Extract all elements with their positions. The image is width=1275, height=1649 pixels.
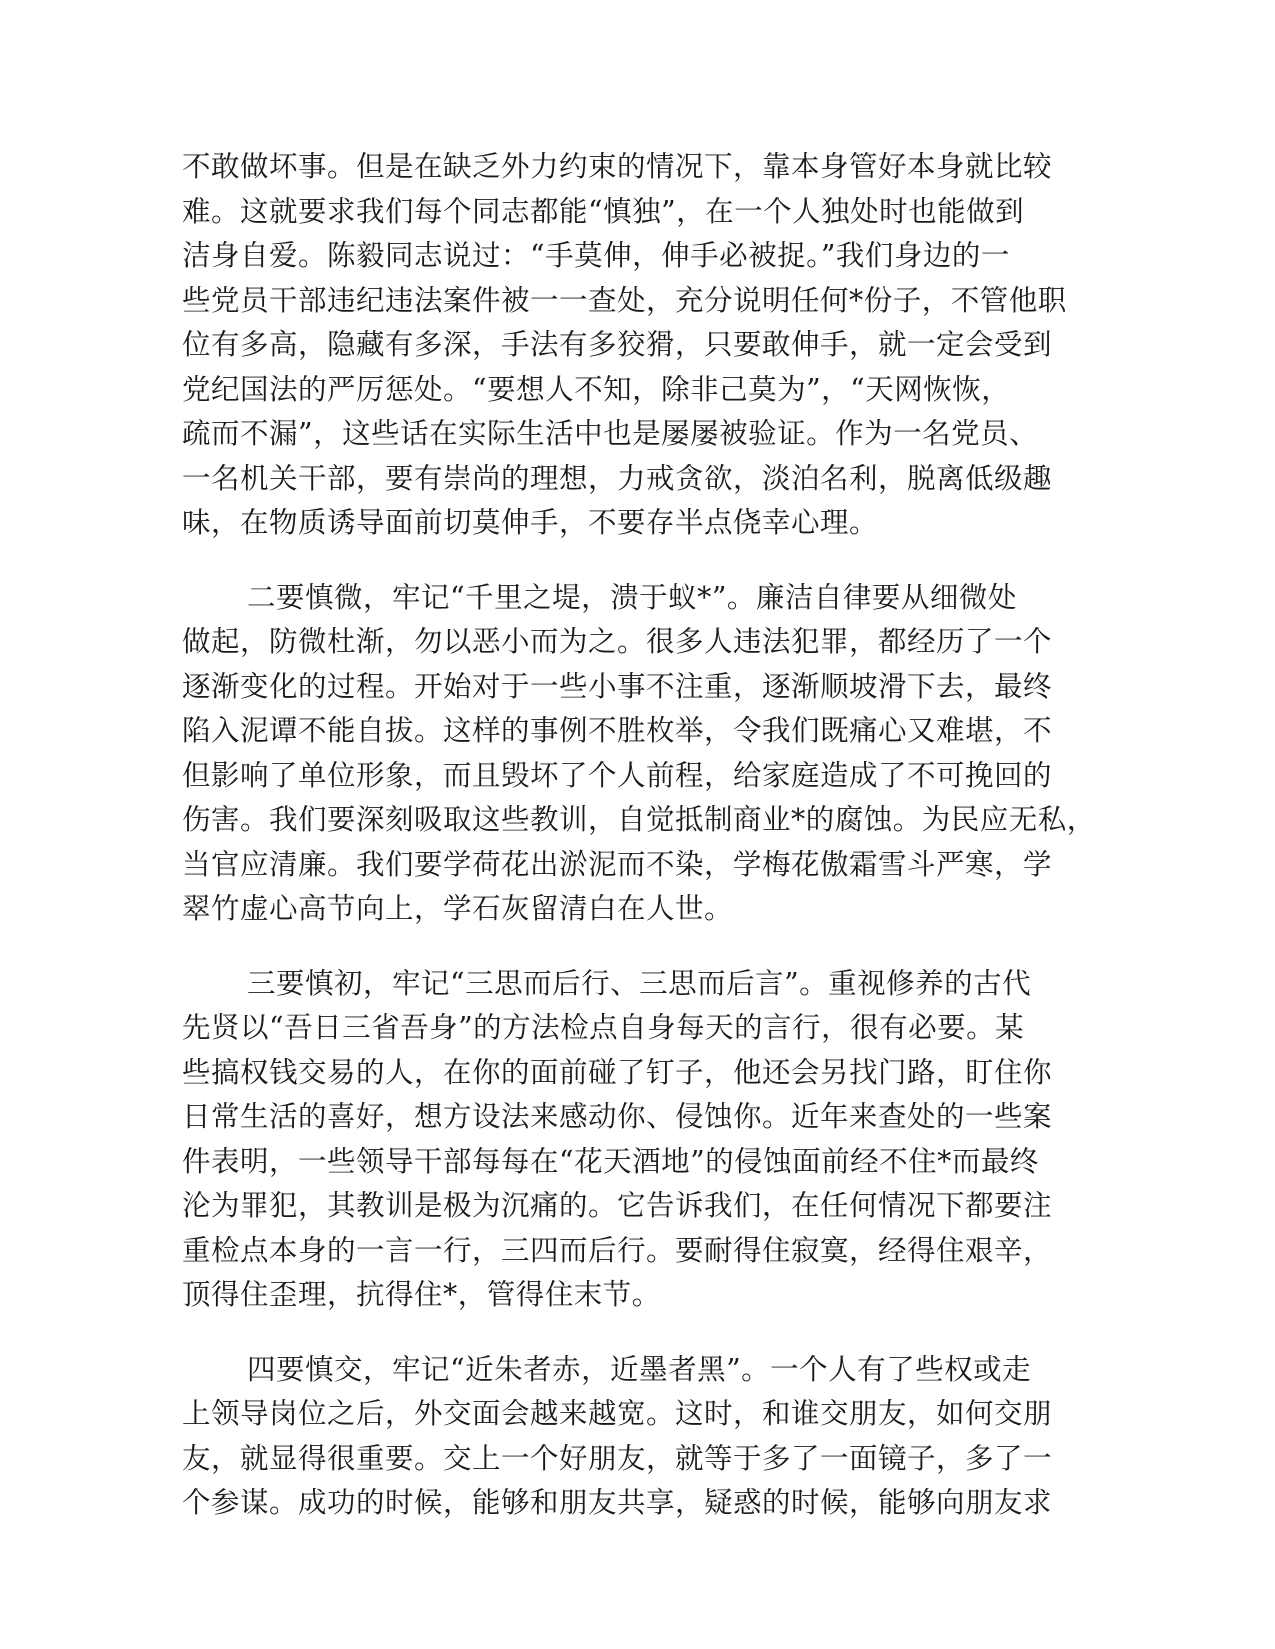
text-line: 个参谋。成功的时候，能够和朋友共享，疑惑的时候，能够向朋友求	[182, 1486, 1053, 1519]
text-line: 件表明，一些领导干部每每在“花天酒地”的侵蚀面前经不住*而最终	[182, 1144, 1039, 1178]
text-line: 些搞权钱交易的人，在你的面前碰了钉子，他还会另找门路，盯住你	[182, 1055, 1053, 1089]
text-line: 一名机关干部，要有崇尚的理想，力戒贪欲，淡泊名利，脱离低级趣	[182, 461, 1053, 495]
text-line: 疏而不漏”，这些话在实际生活中也是屡屡被验证。作为一名党员、	[182, 417, 1039, 450]
paragraph-2	[182, 576, 1096, 932]
paragraph-4	[182, 1348, 1062, 1526]
text-line: 四要慎交，牢记“近朱者赤，近墨者黑”。一个人有了些权或走	[247, 1352, 1032, 1386]
text-line: 当官应清廉。我们要学荷花出淤泥而不染，学梅花傲霜雪斗严寒，学	[182, 847, 1053, 881]
text-line: 翠竹虚心高节向上，学石灰留清白在人世。	[182, 892, 734, 925]
text-line: 难。这就要求我们每个同志都能“慎独”，在一个人独处时也能做到	[182, 194, 1025, 228]
document-body	[182, 145, 1096, 1526]
text-line: 逐渐变化的过程。开始对于一些小事不注重，逐渐顺坡滑下去，最终	[182, 669, 1053, 703]
text-line: 二要慎微，牢记“千里之堤，溃于蚁*”。廉洁自律要从细微处	[247, 580, 1017, 614]
text-line: 日常生活的喜好，想方设法来感动你、侵蚀你。近年来查处的一些案	[182, 1100, 1053, 1133]
text-line: 陷入泥谭不能自拔。这样的事例不胜枚举，令我们既痛心又难堪，不	[182, 714, 1053, 747]
text-line: 党纪国法的严厉惩处。“要想人不知，除非己莫为”，“天网恢恢，	[182, 372, 1011, 406]
text-line: 友，就显得很重要。交上一个好朋友，就等于多了一面镜子，多了一	[182, 1441, 1053, 1475]
text-line: 顶得住歪理，抗得住*，管得住末节。	[182, 1278, 661, 1311]
text-line: 些党员干部违纪违法案件被一一查处，充分说明任何*份子，不管他职	[182, 283, 1067, 317]
text-line: 位有多高，隐藏有多深，手法有多狡猾，只要敢伸手，就一定会受到	[182, 328, 1053, 361]
paragraph-3	[182, 962, 1062, 1318]
text-line: 重检点本身的一言一行，三四而后行。要耐得住寂寞，经得住艰辛，	[182, 1233, 1053, 1267]
text-line: 味，在物质诱导面前切莫伸手，不要存半点侥幸心理。	[182, 506, 879, 539]
text-line: 但影响了单位形象，而且毁坏了个人前程，给家庭造成了不可挽回的	[182, 758, 1053, 792]
text-line: 先贤以“吾日三省吾身”的方法检点自身每天的言行，很有必要。某	[182, 1011, 1025, 1044]
text-line: 洁身自爱。陈毅同志说过：“手莫伸，伸手必被捉。”我们身边的一	[182, 239, 1010, 272]
text-line: 三要慎初，牢记“三思而后行、三思而后言”。重视修养的古代	[247, 966, 1032, 1000]
paragraph-1	[182, 145, 1067, 546]
text-line: 沦为罪犯，其教训是极为沉痛的。它告诉我们，在任何情况下都要注	[182, 1189, 1053, 1222]
text-line: 不敢做坏事。但是在缺乏外力约束的情况下，靠本身管好本身就比较	[182, 150, 1053, 183]
text-line: 上领导岗位之后，外交面会越来越宽。这时，和谁交朋友，如何交朋	[182, 1397, 1053, 1430]
text-line: 伤害。我们要深刻吸取这些教训，自觉抵制商业*的腐蚀。为民应无私，	[182, 803, 1096, 836]
text-line: 做起，防微杜渐，勿以恶小而为之。很多人违法犯罪，都经历了一个	[182, 625, 1053, 658]
